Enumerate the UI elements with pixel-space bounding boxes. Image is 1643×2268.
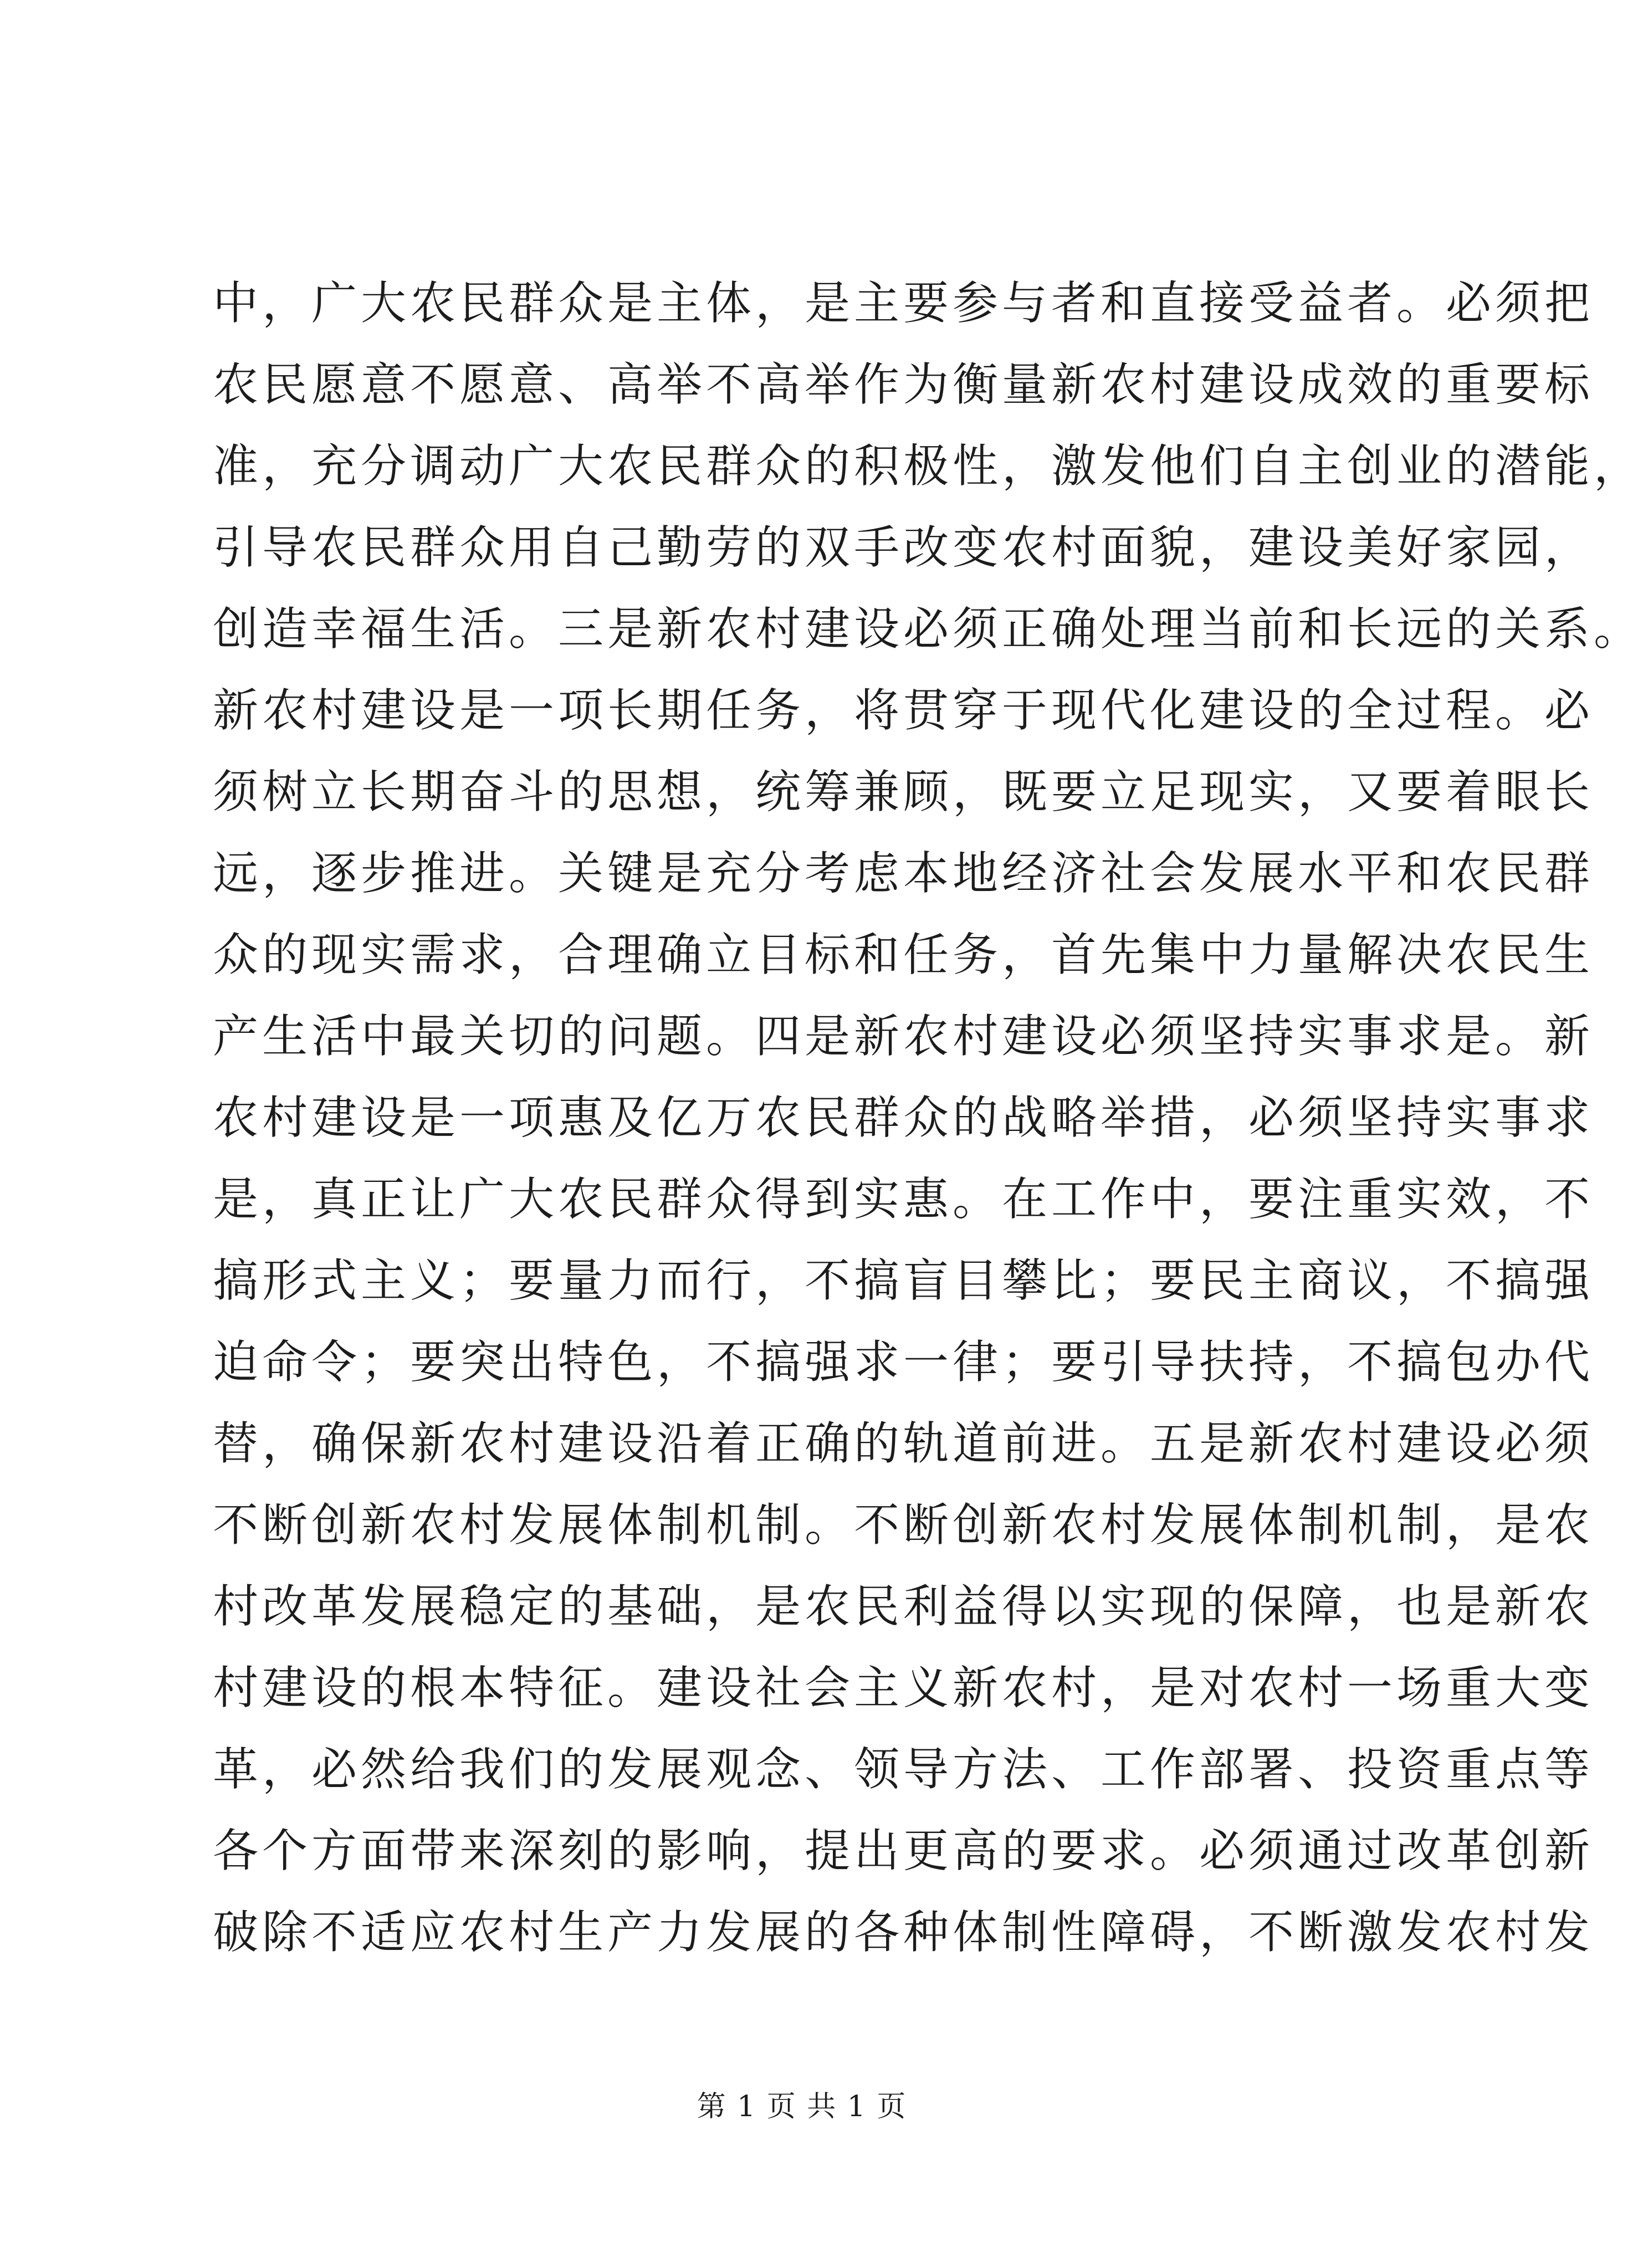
text-line: 远，逐步推进。关键是充分考虑本地经济社会发展水平和农民群 bbox=[213, 847, 1594, 900]
text-line: 众的现实需求，合理确立目标和任务，首先集中力量解决农民生 bbox=[213, 929, 1594, 981]
page-number-footer: 第 1 页 共 1 页 bbox=[697, 2090, 907, 2123]
text-line: 农民愿意不愿意、高举不高举作为衡量新农村建设成效的重要标 bbox=[213, 359, 1594, 411]
text-line: 村建设的根本特征。建设社会主义新农村，是对农村一场重大变 bbox=[213, 1662, 1594, 1714]
text-line: 中，广大农民群众是主体，是主要参与者和直接受益者。必须把 bbox=[213, 277, 1594, 330]
body-text bbox=[213, 263, 1643, 1973]
text-line: 迫命令；要突出特色，不搞强求一律；要引导扶持，不搞包办代 bbox=[213, 1336, 1594, 1389]
text-line: 村改革发展稳定的基础，是农民利益得以实现的保障，也是新农 bbox=[213, 1580, 1594, 1633]
text-line: 农村建设是一项惠及亿万农民群众的战略举措，必须坚持实事求 bbox=[213, 1092, 1594, 1144]
text-line: 准，充分调动广大农民群众的积极性，激发他们自主创业的潜能， bbox=[213, 440, 1643, 493]
text-line: 新农村建设是一项长期任务，将贯穿于现代化建设的全过程。必 bbox=[213, 684, 1594, 737]
text-line: 是，真正让广大农民群众得到实惠。在工作中，要注重实效，不 bbox=[213, 1173, 1594, 1226]
text-line: 须树立长期奋斗的思想，统筹兼顾，既要立足现实，又要着眼长 bbox=[213, 766, 1594, 818]
text-line: 各个方面带来深刻的影响，提出更高的要求。必须通过改革创新 bbox=[213, 1825, 1594, 1877]
text-line: 搞形式主义；要量力而行，不搞盲目攀比；要民主商议，不搞强 bbox=[213, 1255, 1594, 1307]
text-line: 替，确保新农村建设沿着正确的轨道前进。五是新农村建设必须 bbox=[213, 1417, 1594, 1470]
text-line: 破除不适应农村生产力发展的各种体制性障碍，不断激发农村发 bbox=[213, 1906, 1594, 1959]
text-line: 不断创新农村发展体制机制。不断创新农村发展体制机制，是农 bbox=[213, 1499, 1594, 1552]
text-line: 革，必然给我们的发展观念、领导方法、工作部署、投资重点等 bbox=[213, 1743, 1594, 1796]
text-line: 引导农民群众用自己勤劳的双手改变农村面貌，建设美好家园， bbox=[213, 521, 1594, 574]
text-line: 产生活中最关切的问题。四是新农村建设必须坚持实事求是。新 bbox=[213, 1010, 1594, 1063]
text-line: 创造幸福生活。三是新农村建设必须正确处理当前和长远的关系。 bbox=[213, 603, 1643, 656]
